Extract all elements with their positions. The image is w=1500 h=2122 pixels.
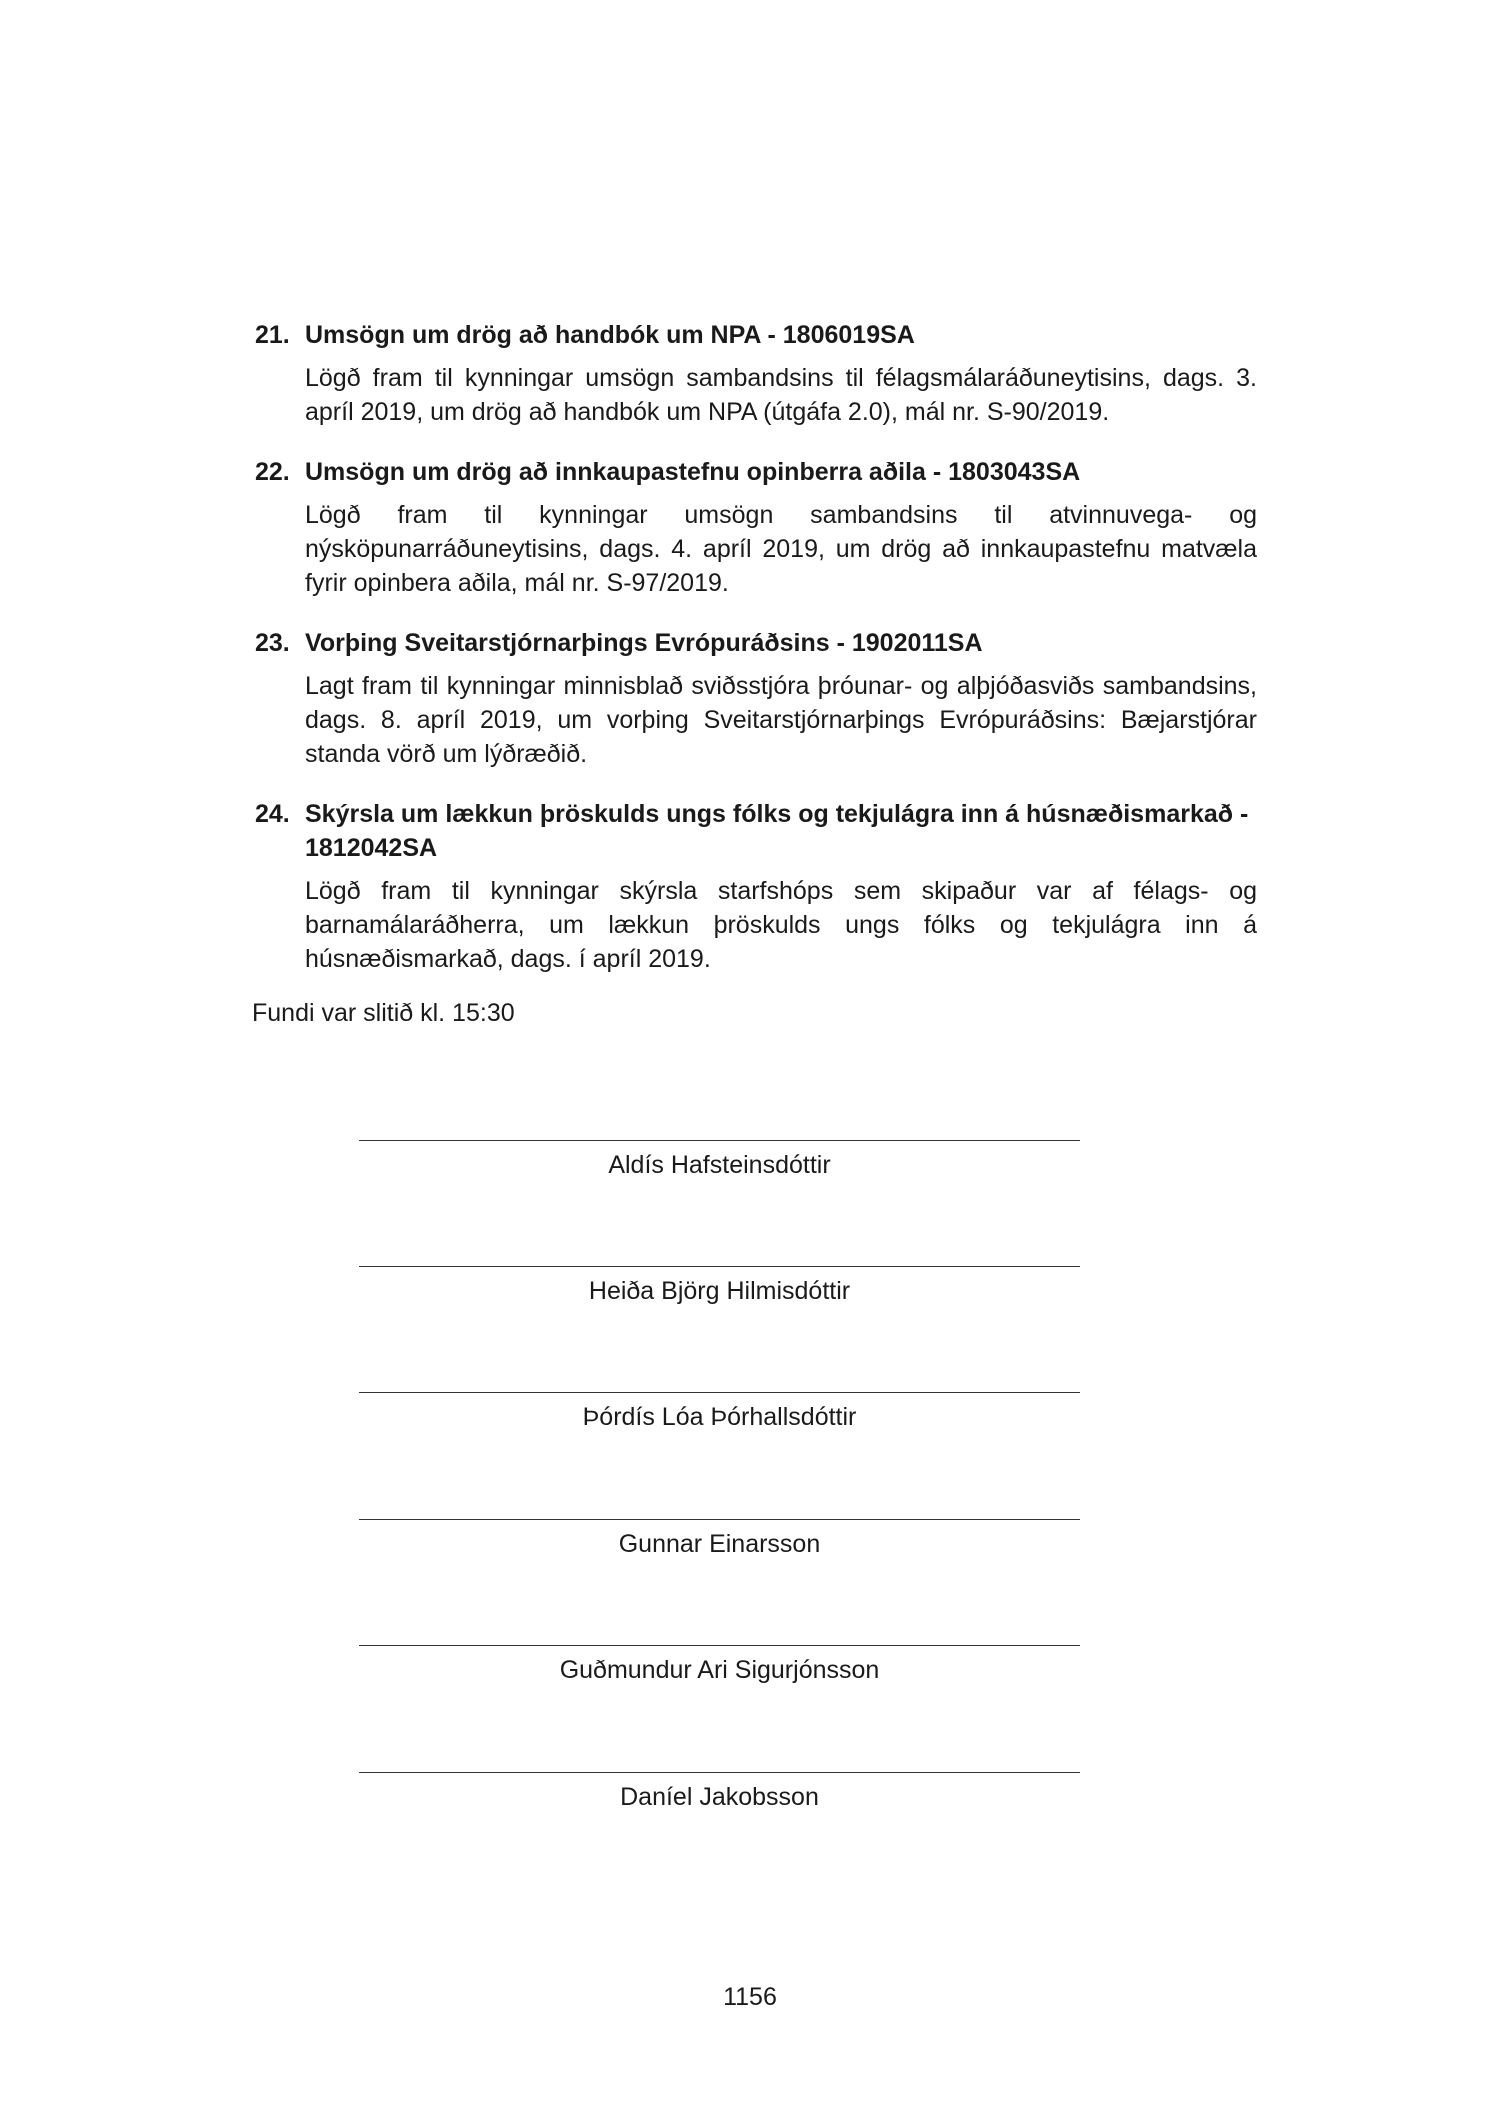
signature-block (359, 1140, 1080, 1182)
signature-block (359, 1392, 1080, 1434)
signature-block (359, 1772, 1080, 1814)
signatory-name: Guðmundur Ari Sigurjónsson (559, 1656, 880, 1684)
signature-line (359, 1392, 1080, 1393)
agenda-item-title: Skýrsla um lækkun þröskulds ungs fólks og tekjulágra inn á húsnæðismarkað - 1812042SA (305, 800, 1249, 862)
agenda-item-body: Lögð fram til kynningar umsögn sambandsins til félagsmálaráðuneytisins, dags. 3. apríl 2019, um drög að handbók um NPA (útgáfa 2.0), mál nr. S-90/2019. (305, 364, 1257, 426)
agenda-item-heading (255, 455, 1257, 489)
agenda-item-heading (255, 626, 1257, 660)
agenda-list (255, 318, 1257, 1002)
agenda-item-number: 22. (255, 458, 290, 486)
agenda-item-body: Lögð fram til kynningar umsögn sambandsins til atvinnuvega- og nýsköpunarráðuneytisins, dags. 4. apríl 2019, um drög að innkaupastefnu matvæla fyrir opinbera aðila, mál nr. S-97/2019. (305, 501, 1257, 597)
signatory-name: Gunnar Einarsson (618, 1530, 821, 1558)
agenda-item (255, 455, 1257, 600)
agenda-item-number: 21. (255, 321, 290, 349)
signature-line (359, 1140, 1080, 1141)
signature-line (359, 1266, 1080, 1267)
signature-block (359, 1519, 1080, 1561)
agenda-item-title: Vorþing Sveitarstjórnarþings Evrópuráðsins - 1902011SA (305, 629, 983, 657)
signature-line (359, 1772, 1080, 1773)
agenda-item (255, 318, 1257, 429)
agenda-item (255, 797, 1257, 976)
agenda-item-body: Lögð fram til kynningar skýrsla starfshóps sem skipaður var af félags- og barnamálaráðherra, um lækkun þröskulds ungs fólks og tekjulágra inn á húsnæðismarkað, dags. í apríl 2019. (305, 877, 1257, 973)
agenda-item-number: 23. (255, 629, 290, 657)
agenda-item-body: Lagt fram til kynningar minnisblað sviðsstjóra þróunar- og alþjóðasviðs sambandsins, dags. 8. apríl 2019, um vorþing Sveitarstjórnarþings Evrópuráðsins: Bæjarstjórar standa vörð um lýðræðið. (305, 672, 1257, 768)
signatory-name: Aldís Hafsteinsdóttir (608, 1151, 831, 1179)
signature-line (359, 1519, 1080, 1520)
signature-line (359, 1645, 1080, 1646)
signatory-name: Heiða Björg Hilmisdóttir (588, 1277, 851, 1305)
agenda-item-heading (255, 318, 1257, 352)
signatory-name: Þórdís Lóa Þórhallsdóttir (582, 1403, 857, 1431)
signature-block (359, 1645, 1080, 1687)
agenda-item-title: Umsögn um drög að handbók um NPA - 1806019SA (305, 321, 915, 349)
page-number: 1156 (723, 1983, 777, 2011)
signature-block (359, 1266, 1080, 1308)
agenda-item-title: Umsögn um drög að innkaupastefnu opinberra aðila - 1803043SA (305, 458, 1081, 486)
agenda-item (255, 626, 1257, 771)
agenda-item-number: 24. (255, 800, 290, 828)
signatory-name: Daníel Jakobsson (620, 1783, 819, 1811)
meeting-closing-note: Fundi var slitið kl. 15:30 (252, 999, 515, 1027)
agenda-item-heading (255, 797, 1257, 865)
